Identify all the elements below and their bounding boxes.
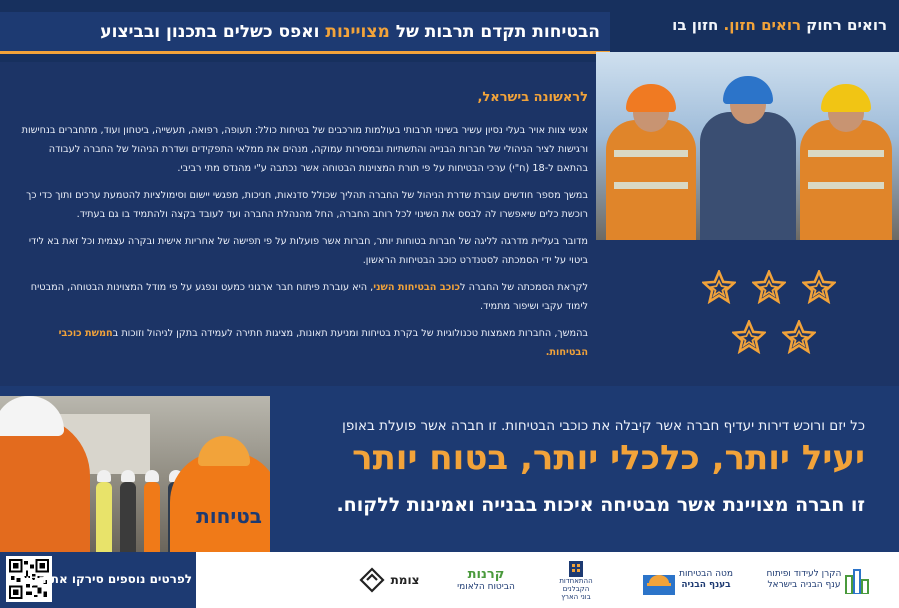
logo-construction-fund — [754, 558, 882, 602]
motto — [617, 16, 887, 34]
logo-builders-line3: בוני הארץ — [561, 593, 591, 601]
logo-karnot-sub: הביטוח הלאומי — [457, 582, 515, 592]
worker-figure — [144, 482, 160, 552]
paragraph-4-suffix: , היא עוברת פיתוח חבר ארגוני כמעט ונפגע על פי מודל המצוינות הבטוחה, המבטיח לימוד עקבי ושיפור מתמיד. — [30, 282, 588, 312]
white-helmet-icon — [0, 396, 64, 436]
headline-suffix: ואפס כשלים בתכנון ובביצוע — [100, 21, 320, 42]
site-meeting-photo — [0, 396, 270, 552]
text-panel — [20, 90, 588, 370]
logo-fund-line1: הקרן לעידוד ופיתוח — [766, 569, 842, 579]
logo-builders-line2: הקבלנים — [562, 585, 590, 593]
headline-prefix: הבטיחות תקדם תרבות של — [395, 21, 600, 42]
qr-caption: לפרטים נוספים סירקו את הקוד — [18, 572, 192, 586]
safety-hq-logo-icon — [643, 565, 675, 595]
logo-tzomet — [352, 558, 426, 602]
safety-star-icon — [732, 320, 766, 354]
yellow-helmet-icon — [821, 84, 871, 112]
safety-star-icon — [752, 270, 786, 304]
banner-intro: כל יזם ורוכש דירות יעדיף חברה אשר קיבלה את כוכבי הבטיחות. זו חברה אשר פועלת באופן — [342, 418, 865, 434]
worker-figure — [120, 482, 136, 552]
worker-figure — [800, 78, 892, 240]
headline — [100, 22, 600, 42]
worker-figure — [606, 80, 696, 240]
paragraph-4-prefix: לקראת הסמכתה של החברה ל — [460, 282, 588, 293]
paragraph-5-highlight: חמשת כוכבי הבטיחות. — [58, 328, 588, 358]
logo-safety-hq — [640, 558, 736, 602]
blue-helmet-icon — [723, 76, 773, 104]
banner-slogan: יעיל יותר, כלכלי יותר, בטוח יותר — [352, 438, 865, 478]
worker-figure — [96, 482, 112, 552]
orange-helmet-icon — [626, 84, 676, 112]
building-logo-icon — [566, 559, 586, 577]
foreground-worker-vest — [170, 452, 270, 552]
paragraph-3: מדובר בעליית מדרגה לליגה של חברות בטוחות יותר, חברות אשר פועלות על פי תפישה של אחריות אישית ובקרה עצמית וכל זאת בא לידי ביטוי על ידי הסמכתה לסטנדרט כוכב הבטיחות הראשון. — [28, 236, 588, 266]
safety-star-icon — [702, 270, 736, 304]
workers-photo — [596, 52, 899, 240]
vest-print: בטיחות — [196, 504, 262, 528]
motto-highlight: רואים חזון. — [723, 16, 802, 34]
motto-prefix: רואים רחוק — [806, 16, 887, 34]
logo-safety-hq-line1: מטה הבטיחות — [679, 569, 733, 579]
worker-vest — [800, 120, 892, 240]
logo-karnot-title: קרנות — [467, 567, 505, 582]
logo-safety-hq-line2: בענף הבניה — [681, 580, 731, 590]
panel-title: לראשונה בישראל, — [477, 90, 588, 105]
worker-vest — [606, 120, 696, 240]
yellow-helmet-icon — [198, 436, 250, 466]
paragraph-5 — [20, 324, 588, 362]
safety-star-icon — [782, 320, 816, 354]
worker-figure — [700, 70, 796, 240]
paragraph-4 — [20, 278, 588, 316]
logo-tzomet-text: צומת — [390, 573, 420, 587]
fund-logo-icon — [845, 566, 869, 594]
motto-suffix: חזון בו — [672, 16, 719, 34]
headline-highlight: מצויינות — [325, 21, 390, 42]
logo-construction-fund-text — [767, 569, 842, 591]
worker-jacket — [700, 112, 796, 240]
paragraph-1: אנשי צוות אויר בעלי נסיון עשיר בשינוי תרבותי בעולמות מורכבים של בטיחות כולל: תעופה, רפואה, תעשייה, ביטחון ועוד, מתחברים בנחישות ורגישות לציר הניהולי של חברות הבנייה והתשתיות ובמסירות עמוקה, מנהים את ממלאי התפקידים ושדרת הניהול של החברה לעבודה בהתאם ל-18 (ח"י) ערכי הבטיחות על פי תורת המצוינות הבטוחה אשר נכתבה ע"י מהנדס מתי רביבי. — [21, 125, 588, 174]
tzomet-logo-icon — [359, 567, 385, 593]
headline-bar — [0, 12, 610, 54]
paragraph-5-prefix: בהמשך, החברות מאמצות טכנולוגיות של בקרת בטיחות ומניעת תאונות, מציגות חתירה לעמידה בתקן לניהול וזוכות ב — [112, 328, 588, 339]
paragraph-2: במשך מספר חודשים עוברת שדרת הניהול של החברה תהליך שכולל סדנאות, חניכות, מפגשי יישום וסימולציות להטמעת ערכים ותוך כדי כך רוכשת כלים שיאפשרו לה לבסס את השינוי לכל רוחב החברה, החל מהנהלת החברה ועד לעובד בקצה ולהתמיד בו גם בעתיד. — [26, 190, 588, 220]
safety-star-icon — [802, 270, 836, 304]
logo-builders-association — [546, 558, 606, 602]
banner-subline: זו חברה מצויינת אשר מבטיחה איכות בבנייה ואמינות ללקוח. — [336, 494, 865, 516]
logo-safety-hq-text — [679, 569, 733, 591]
logo-karnot — [450, 558, 522, 602]
paragraph-4-highlight: כוכב הבטיחות השני — [373, 282, 461, 293]
logo-fund-line2: ענף הבניה בישראל — [767, 580, 841, 590]
logo-builders-line1: ההתאחדות — [559, 577, 593, 585]
